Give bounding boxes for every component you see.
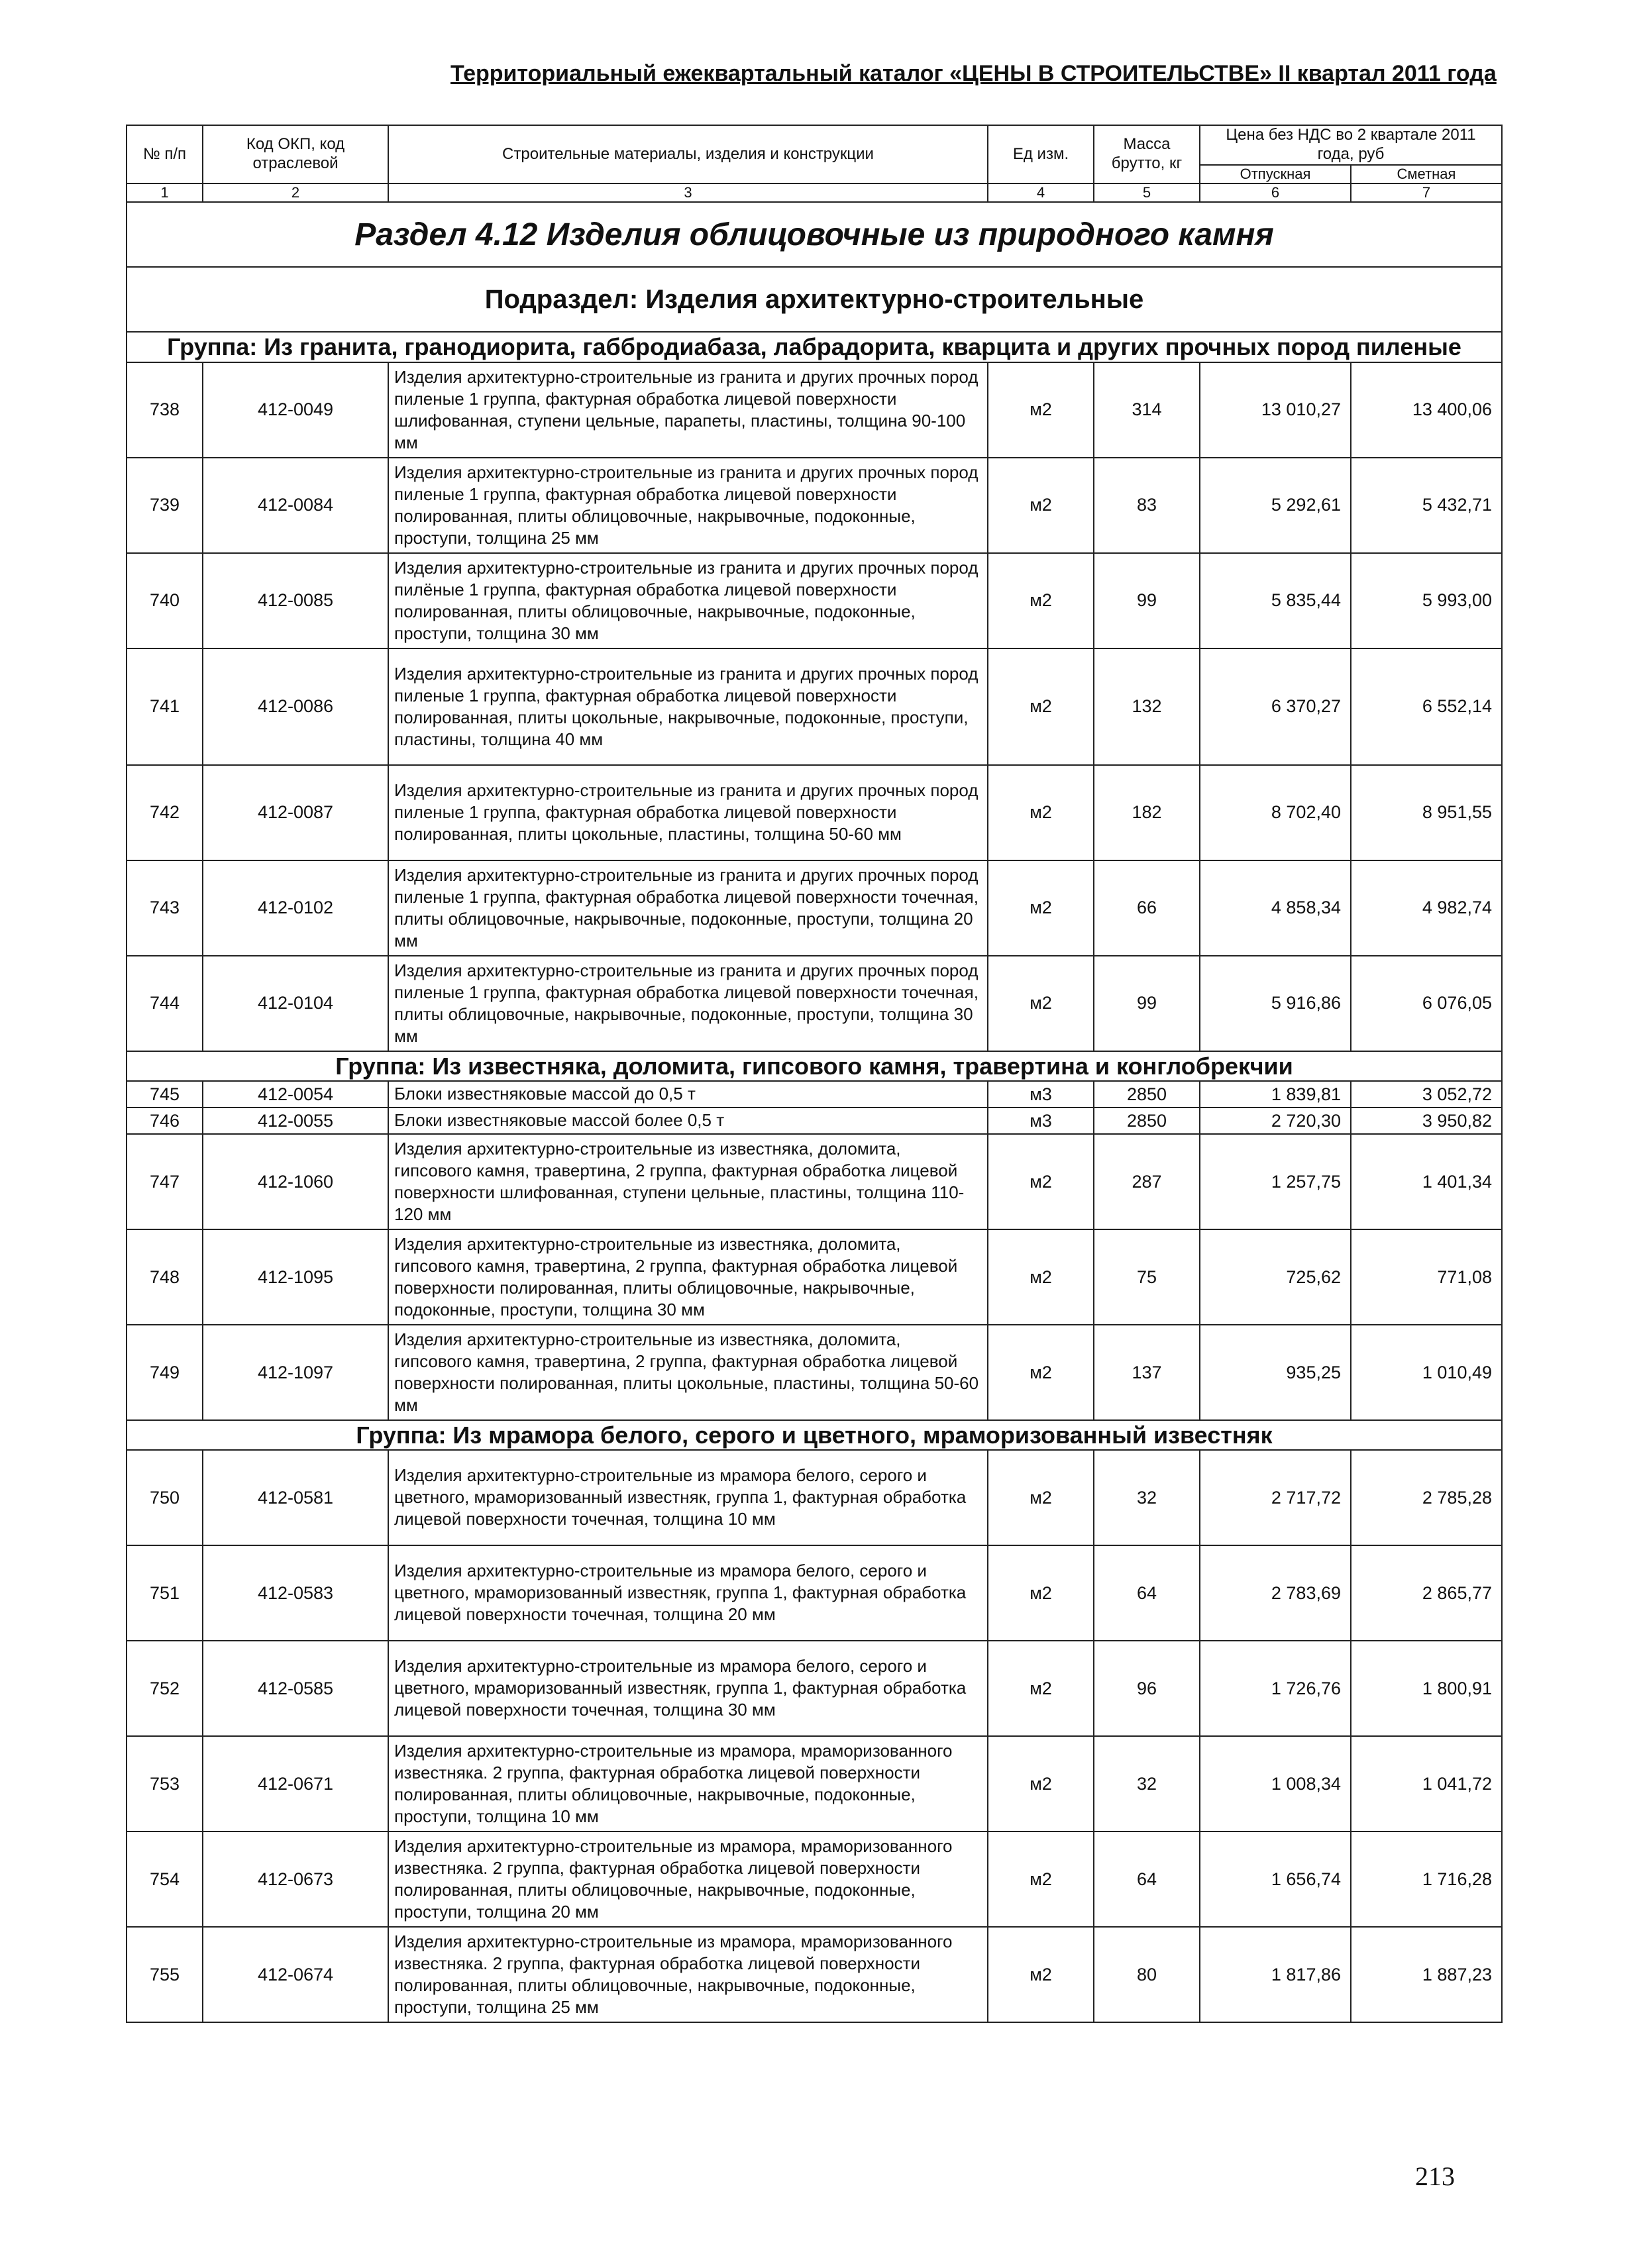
row-release-price: 935,25 [1200,1325,1351,1420]
row-description: Изделия архитектурно-строительные из гранита и других прочных пород пиленые 1 группа, фактурная обработка лицевой поверхности полированная, плиты облицовочные, накрывочные, подоконные, проступи, толщина 25 мм [388,458,988,553]
column-number: 1 [127,183,203,202]
row-code: 412-0054 [203,1081,388,1108]
row-release-price: 2 783,69 [1200,1545,1351,1641]
row-unit: м2 [988,648,1094,765]
row-mass: 99 [1094,553,1200,648]
row-estimate-price: 1 401,34 [1351,1134,1502,1229]
table-row [127,860,1502,956]
row-unit: м2 [988,458,1094,553]
row-mass: 75 [1094,1229,1200,1325]
row-mass: 96 [1094,1641,1200,1736]
row-mass: 80 [1094,1927,1200,2022]
row-estimate-price: 5 432,71 [1351,458,1502,553]
table-row [127,1736,1502,1831]
row-code: 412-1095 [203,1229,388,1325]
group-title: Группа: Из известняка, доломита, гипсового камня, травертина и конглобрекчии [127,1051,1502,1081]
table-row [127,458,1502,553]
row-number: 742 [127,765,203,860]
table-header-row [127,125,1502,165]
row-unit: м2 [988,1641,1094,1736]
col-header-estimate-price: Сметная [1351,165,1502,183]
row-mass: 2850 [1094,1081,1200,1108]
row-number: 739 [127,458,203,553]
row-mass: 99 [1094,956,1200,1051]
row-unit: м2 [988,1134,1094,1229]
row-code: 412-0671 [203,1736,388,1831]
row-mass: 83 [1094,458,1200,553]
row-unit: м2 [988,1927,1094,2022]
row-number: 753 [127,1736,203,1831]
group-title-row [127,1051,1502,1081]
row-code: 412-0085 [203,553,388,648]
row-number: 752 [127,1641,203,1736]
col-header-code: Код ОКП, код отраслевой [203,125,388,183]
row-code: 412-0674 [203,1927,388,2022]
row-release-price: 5 835,44 [1200,553,1351,648]
row-number: 754 [127,1831,203,1927]
row-estimate-price: 2 785,28 [1351,1450,1502,1545]
table-row [127,648,1502,765]
row-unit: м2 [988,553,1094,648]
table-row [127,1641,1502,1736]
row-number: 745 [127,1081,203,1108]
row-code: 412-0104 [203,956,388,1051]
row-mass: 64 [1094,1545,1200,1641]
table-row [127,956,1502,1051]
row-code: 412-0673 [203,1831,388,1927]
table-row [127,362,1502,458]
column-number: 7 [1351,183,1502,202]
table-row [127,1831,1502,1927]
section-title: Раздел 4.12 Изделия облицовочные из природного камня [127,202,1502,267]
row-release-price: 1 817,86 [1200,1927,1351,2022]
row-unit: м2 [988,1545,1094,1641]
row-release-price: 725,62 [1200,1229,1351,1325]
row-code: 412-0049 [203,362,388,458]
row-number: 751 [127,1545,203,1641]
row-description: Изделия архитектурно-строительные из известняка, доломита, гипсового камня, травертина, 2 группа, фактурная обработка лицевой поверхности шлифованная, ступени цельные, пластины, толщина 110-120 мм [388,1134,988,1229]
column-number: 6 [1200,183,1351,202]
row-code: 412-0585 [203,1641,388,1736]
row-unit: м3 [988,1108,1094,1134]
row-estimate-price: 4 982,74 [1351,860,1502,956]
col-header-release-price: Отпускная [1200,165,1351,183]
table-row [127,1108,1502,1134]
row-description: Изделия архитектурно-строительные из гранита и других прочных пород пиленые 1 группа, фактурная обработка лицевой поверхности точечная, плиты облицовочные, накрывочные, подоконные, проступи, толщина 20 мм [388,860,988,956]
row-number: 750 [127,1450,203,1545]
row-release-price: 1 257,75 [1200,1134,1351,1229]
row-description: Изделия архитектурно-строительные из гранита и других прочных пород пиленые 1 группа, фактурная обработка лицевой поверхности полированная, плиты цокольные, пластины, толщина 50-60 мм [388,765,988,860]
row-estimate-price: 6 552,14 [1351,648,1502,765]
row-number: 744 [127,956,203,1051]
table-row [127,1134,1502,1229]
row-release-price: 2 717,72 [1200,1450,1351,1545]
row-mass: 32 [1094,1450,1200,1545]
group-title-row [127,332,1502,362]
row-estimate-price: 3 950,82 [1351,1108,1502,1134]
section-title-row [127,202,1502,267]
row-release-price: 8 702,40 [1200,765,1351,860]
row-mass: 314 [1094,362,1200,458]
col-header-num: № п/п [127,125,203,183]
row-mass: 137 [1094,1325,1200,1420]
row-release-price: 2 720,30 [1200,1108,1351,1134]
row-mass: 182 [1094,765,1200,860]
row-number: 743 [127,860,203,956]
col-header-name: Строительные материалы, изделия и конструкции [388,125,988,183]
row-number: 748 [127,1229,203,1325]
col-header-unit: Ед изм. [988,125,1094,183]
row-number: 749 [127,1325,203,1420]
row-unit: м2 [988,1229,1094,1325]
row-unit: м2 [988,362,1094,458]
table-row [127,1081,1502,1108]
row-description: Изделия архитектурно-строительные из мрамора белого, серого и цветного, мраморизованный известняк, группа 1, фактурная обработка лицевой поверхности точечная, толщина 10 мм [388,1450,988,1545]
row-number: 747 [127,1134,203,1229]
row-release-price: 1 839,81 [1200,1081,1351,1108]
row-code: 412-0086 [203,648,388,765]
table-row [127,553,1502,648]
table-row [127,1325,1502,1420]
row-description: Изделия архитектурно-строительные из мрамора, мраморизованного известняка. 2 группа, фактурная обработка лицевой поверхности полированная, плиты облицовочные, накрывочные, подоконные, проступи, толщина 10 мм [388,1736,988,1831]
row-number: 746 [127,1108,203,1134]
row-estimate-price: 13 400,06 [1351,362,1502,458]
row-release-price: 1 726,76 [1200,1641,1351,1736]
column-number: 4 [988,183,1094,202]
row-mass: 66 [1094,860,1200,956]
column-number: 5 [1094,183,1200,202]
row-description: Изделия архитектурно-строительные из мрамора белого, серого и цветного, мраморизованный известняк, группа 1, фактурная обработка лицевой поверхности точечная, толщина 20 мм [388,1545,988,1641]
row-unit: м2 [988,1831,1094,1927]
row-mass: 287 [1094,1134,1200,1229]
row-estimate-price: 3 052,72 [1351,1081,1502,1108]
row-code: 412-1060 [203,1134,388,1229]
table-row [127,1229,1502,1325]
table-row [127,1450,1502,1545]
column-number: 3 [388,183,988,202]
group-title: Группа: Из гранита, гранодиорита, габбродиабаза, лабрадорита, кварцита и других прочных пород пиленые [127,332,1502,362]
table-row [127,765,1502,860]
row-release-price: 1 008,34 [1200,1736,1351,1831]
row-estimate-price: 5 993,00 [1351,553,1502,648]
col-header-price-group: Цена без НДС во 2 квартале 2011 года, руб [1200,125,1502,165]
subsection-title: Подраздел: Изделия архитектурно-строительные [127,267,1502,332]
row-description: Изделия архитектурно-строительные из мрамора, мраморизованного известняка. 2 группа, фактурная обработка лицевой поверхности полированная, плиты облицовочные, накрывочные, подоконные, проступи, толщина 25 мм [388,1927,988,2022]
row-number: 738 [127,362,203,458]
row-mass: 2850 [1094,1108,1200,1134]
running-header: Территориальный ежеквартальный каталог «ЦЕНЫ В СТРОИТЕЛЬСТВЕ» II квартал 2011 года [450,61,1497,86]
row-description: Блоки известняковые массой до 0,5 т [388,1081,988,1108]
row-mass: 64 [1094,1831,1200,1927]
row-release-price: 4 858,34 [1200,860,1351,956]
row-code: 412-0581 [203,1450,388,1545]
row-unit: м3 [988,1081,1094,1108]
row-description: Изделия архитектурно-строительные из мрамора белого, серого и цветного, мраморизованный известняк, группа 1, фактурная обработка лицевой поверхности точечная, толщина 30 мм [388,1641,988,1736]
row-number: 741 [127,648,203,765]
row-unit: м2 [988,765,1094,860]
col-header-mass: Масса брутто, кг [1094,125,1200,183]
table-row [127,1927,1502,2022]
row-number: 755 [127,1927,203,2022]
row-code: 412-0084 [203,458,388,553]
row-code: 412-0087 [203,765,388,860]
row-mass: 32 [1094,1736,1200,1831]
row-estimate-price: 2 865,77 [1351,1545,1502,1641]
group-title: Группа: Из мрамора белого, серого и цветного, мраморизованный известняк [127,1420,1502,1450]
subsection-title-row [127,267,1502,332]
column-number: 2 [203,183,388,202]
row-mass: 132 [1094,648,1200,765]
row-code: 412-0055 [203,1108,388,1134]
row-estimate-price: 1 800,91 [1351,1641,1502,1736]
row-estimate-price: 771,08 [1351,1229,1502,1325]
row-estimate-price: 1 887,23 [1351,1927,1502,2022]
row-unit: м2 [988,956,1094,1051]
row-estimate-price: 1 041,72 [1351,1736,1502,1831]
row-description: Блоки известняковые массой более 0,5 т [388,1108,988,1134]
row-description: Изделия архитектурно-строительные из гранита и других прочных пород пилёные 1 группа, фактурная обработка лицевой поверхности полированная, плиты облицовочные, накрывочные, подоконные, проступи, толщина 30 мм [388,553,988,648]
row-description: Изделия архитектурно-строительные из известняка, доломита, гипсового камня, травертина, 2 группа, фактурная обработка лицевой поверхности полированная, плиты облицовочные, накрывочные, подоконные, проступи, толщина 30 мм [388,1229,988,1325]
group-title-row [127,1420,1502,1450]
row-description: Изделия архитектурно-строительные из известняка, доломита, гипсового камня, травертина, 2 группа, фактурная обработка лицевой поверхности полированная, плиты цокольные, пластины, толщина 50-60 мм [388,1325,988,1420]
row-release-price: 5 292,61 [1200,458,1351,553]
row-unit: м2 [988,1325,1094,1420]
column-number-row [127,183,1502,202]
row-code: 412-0102 [203,860,388,956]
row-unit: м2 [988,1736,1094,1831]
table-row [127,1545,1502,1641]
row-release-price: 6 370,27 [1200,648,1351,765]
row-description: Изделия архитектурно-строительные из мрамора, мраморизованного известняка. 2 группа, фактурная обработка лицевой поверхности полированная, плиты облицовочные, накрывочные, подоконные, проступи, толщина 20 мм [388,1831,988,1927]
row-description: Изделия архитектурно-строительные из гранита и других прочных пород пиленые 1 группа, фактурная обработка лицевой поверхности точечная, плиты облицовочные, накрывочные, подоконные, проступи, толщина 30 мм [388,956,988,1051]
row-unit: м2 [988,860,1094,956]
row-release-price: 13 010,27 [1200,362,1351,458]
row-estimate-price: 8 951,55 [1351,765,1502,860]
row-unit: м2 [988,1450,1094,1545]
row-code: 412-1097 [203,1325,388,1420]
row-estimate-price: 6 076,05 [1351,956,1502,1051]
row-release-price: 1 656,74 [1200,1831,1351,1927]
row-code: 412-0583 [203,1545,388,1641]
row-number: 740 [127,553,203,648]
row-description: Изделия архитектурно-строительные из гранита и других прочных пород пиленые 1 группа, фактурная обработка лицевой поверхности шлифованная, ступени цельные, парапеты, пластины, толщина 90-100 мм [388,362,988,458]
row-estimate-price: 1 010,49 [1351,1325,1502,1420]
page-number: 213 [1415,2161,1455,2191]
row-estimate-price: 1 716,28 [1351,1831,1502,1927]
price-catalog-table [126,125,1503,2023]
row-release-price: 5 916,86 [1200,956,1351,1051]
row-description: Изделия архитектурно-строительные из гранита и других прочных пород пиленые 1 группа, фактурная обработка лицевой поверхности полированная, плиты цокольные, накрывочные, подоконные, проступи, пластины, толщина 40 мм [388,648,988,765]
